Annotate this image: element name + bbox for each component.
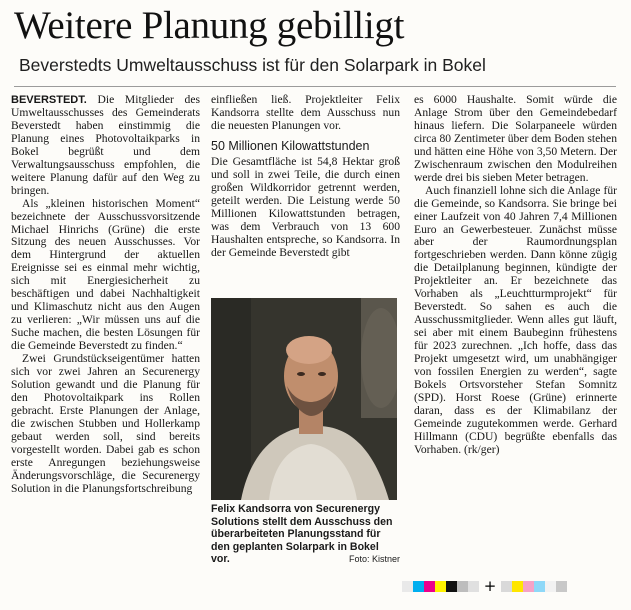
color-swatch xyxy=(468,581,479,592)
article-column-1 xyxy=(11,94,200,496)
color-swatch xyxy=(501,581,512,592)
paragraph: Die Gesamtfläche ist 54,8 Hektar groß und soll in zwei Teile, die durch einen großen Wildkorridor getrennt werden, geteilt werden. Die Leistung werde 50 Millionen Kilowattstunden betragen, was dem Verbrauch von 13 600 Haushalten entspreche, so Kandsorra. In der Gemeinde Beverstedt gibt xyxy=(211,154,400,259)
color-swatch xyxy=(424,581,435,592)
divider xyxy=(14,86,616,87)
section-subhead: 50 Millionen Kilowattstunden xyxy=(211,138,370,153)
color-swatch xyxy=(457,581,468,592)
photo-credit: Foto: Kistner xyxy=(348,554,400,565)
article-photo xyxy=(211,298,397,500)
paragraph xyxy=(11,94,200,198)
color-swatch xyxy=(545,581,556,592)
color-swatch xyxy=(413,581,424,592)
registration-mark: + xyxy=(483,577,497,595)
author-signature: (rk/ger) xyxy=(464,442,500,456)
paragraph: einfließen ließ. Projektleiter Felix Kandsorra stellte dem Ausschuss nun die neuesten Planungen vor. xyxy=(211,93,400,132)
print-color-bar xyxy=(402,577,567,595)
photo-caption xyxy=(211,503,400,566)
photo-illustration xyxy=(211,298,397,500)
paragraph-text: Die Mitglieder des Umweltausschusses des Gemeinderats Beverstedt haben einstimmig die Planung eines Photovoltaikparks in Bokel begrüßt und dem Verwaltungsausschuss empfohlen, die weitere Planung dafür auf den Weg zu bringen. xyxy=(11,93,200,197)
color-swatch xyxy=(512,581,523,592)
caption-text: Felix Kandsorra von Securenergy Solutions stellt dem Ausschuss den überarbeiteten Planungsstand für den geplanten Solarpark in Bokel vor. xyxy=(211,503,393,566)
color-swatch xyxy=(523,581,534,592)
headline: Weitere Planung gebilligt xyxy=(14,4,405,47)
subheadline: Beverstedts Umweltausschuss ist für den Solarpark in Bokel xyxy=(19,55,486,75)
paragraph: Als „kleinen historischen Moment“ bezeichnete der Ausschussvorsitzende Michael Hinrichs (Grüne) die erste Sitzung des neuen Ausschusses. Vor dem Hintergrund der aktuellen Ereignisse sei es einmal mehr wichtig, sich mit Energiesicherheit zu beschäftigen und dabei Nachhaltigkeit und Klimaschutz nicht aus den Augen zu verlieren: „Wir müssen uns auf die Suche machen, die besten Lösungen für die Gemeinde Beverstedt zu finden.“ xyxy=(11,196,200,353)
paragraph xyxy=(414,185,617,457)
color-swatch xyxy=(446,581,457,592)
paragraph-text: Auch finanziell lohne sich die Anlage für die Gemeinde, so Kandsorra. Sie bringe bei einer Laufzeit von 40 Jahren 7,4 Millionen Euro an Gewerbesteuer. Zunächst müsse aber der Raumordnungsplan fortgeschrieben werden. Dann könne zügig die Detailplanung beginnen, kündigte der Projektleiter an. Er bezeichnete das Vorhaben als „Leuchtturmprojekt“ für Beverstedt. So sahen es auch die Ausschussmitglieder. Wenn alles gut läuft, sei aber mit einem Baubeginn frühestens für 2023 zurechnen. „Ich hoffe, dass das Projekt umgesetzt wird, um unabhängiger von fossilen Energien zu werden“, sagte Bokels Ortsvorsteher Stefan Somnitz (SPD). Horst Roese (Grüne) erinnerte daran, dass es der Klimabilanz der Gemeinde zugutekommen werde. Gerhard Hillmann (CDU) begrüßte ebenfalls das Vorhaben. xyxy=(414,183,617,456)
color-swatches-right xyxy=(501,581,567,592)
article-column-2 xyxy=(211,94,400,259)
dateline: BEVERSTEDT. xyxy=(11,94,87,106)
paragraph: es 6000 Haushalte. Somit würde die Anlage Strom über den Gemeindebedarf hinaus liefern. Die Solarpaneele würden circa 80 Zentimeter über dem Boden stehen und hätten eine Höhe von 3,50 Metern. Der Zwischenraum zwischen den Modulreihen werde drei bis sieben Meter betragen. xyxy=(414,93,617,184)
color-swatch xyxy=(435,581,446,592)
color-swatch xyxy=(534,581,545,592)
color-swatches-left xyxy=(402,581,479,592)
article-column-3 xyxy=(414,94,617,457)
color-swatch xyxy=(402,581,413,592)
paragraph: Zwei Grundstückseigentümer hatten sich vor zwei Jahren an Securenergy Solution gewandt und die Planung für den Photovoltaikpark ins Rollen gebracht. Erste Planungen der Anlage, die zwischen Stubben und Hollerkamp gebaut werden soll, sind bereits vorgestellt worden. Dabei gab es schon erste Anregungen beziehungsweise Änderungsvorschläge, die Securenergy Solution in die Planungsfortschreibung xyxy=(11,352,200,495)
color-swatch xyxy=(556,581,567,592)
